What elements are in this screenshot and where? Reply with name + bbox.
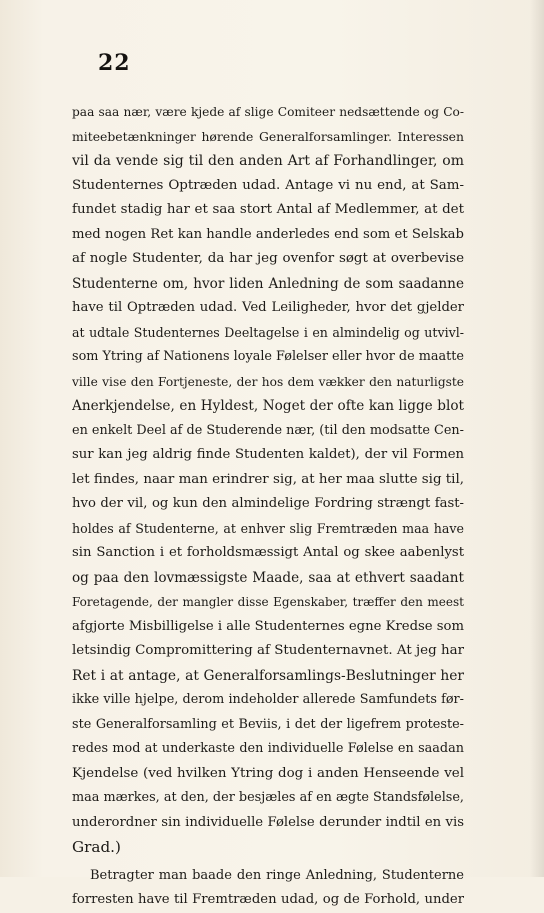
text-line: Ret i at antage, at Generalforsamlings-Beslutninger her	[72, 667, 464, 684]
text-line: Studenternes Optræden udad. Antage vi nu end, at Sam-	[72, 177, 464, 193]
text-line: Studenterne om, hvor liden Anledning de som saadanne	[72, 275, 464, 292]
text-line: vil da vende sig til den anden Art af Forhandlinger, om	[72, 153, 464, 169]
text-line: holdes af Studenterne, at enhver slig Fremtræden maa have	[72, 520, 464, 536]
text-line: ste Generalforsamling et Beviis, i det der ligefrem proteste-	[72, 716, 464, 732]
page-number: 22	[98, 50, 131, 76]
text-line: sur kan jeg aldrig finde Studenten kaldet), der vil Formen	[72, 447, 464, 462]
text-line: af nogle Studenter, da har jeg ovenfor søgt at overbevise	[72, 251, 464, 266]
text-line: redes mod at underkaste den individuelle Følelse en saadan	[72, 741, 464, 756]
text-line: paa saa nær, være kjede af slige Comiteer nedsættende og Co-	[72, 105, 464, 119]
text-line: og paa den lovmæssigste Maade, saa at ethvert saadant	[72, 569, 464, 586]
text-line: underordner sin individuelle Følelse derunder indtil en vis	[72, 814, 464, 830]
text-line: Foretagende, der mangler disse Egenskaber, træffer den meest	[72, 595, 464, 609]
text-line: med nogen Ret kan handle anderledes end som et Selskab	[72, 226, 464, 242]
text-line: ville vise den Fortjeneste, der hos dem vækker den naturligste	[72, 374, 464, 389]
text-line: letsindig Compromittering af Studenternavnet. At jeg har	[72, 643, 464, 658]
text-line: Kjendelse (ved hvilken Ytring dog i anden Henseende vel	[72, 765, 464, 781]
text-line: Grad.)	[72, 838, 121, 856]
text-line: fundet stadig har et saa stort Antal af Medlemmer, at det	[72, 202, 464, 217]
page-edge-shadow	[530, 0, 544, 877]
body-text	[72, 100, 464, 913]
text-line: Anerkjendelse, en Hyldest, Noget der ofte kan ligge blot	[72, 398, 464, 414]
text-line: maa mærkes, at den, der besjæles af en ægte Standsfølelse,	[72, 790, 464, 805]
text-line: miteebetænkninger hørende Generalforsamlinger. Interessen	[72, 128, 464, 144]
text-line: forresten have til Fremtræden udad, og de Forhold, under	[72, 892, 464, 907]
text-line: ikke ville hjelpe, derom indeholder allerede Samfundets før-	[72, 692, 464, 707]
text-line: let findes, naar man erindrer sig, at her maa slutte sig til,	[72, 471, 464, 487]
text-line: som Ytring af Nationens loyale Følelser eller hvor de maatte	[72, 349, 464, 364]
text-line: sin Sanction i et forholdsmæssigt Antal og skee aabenlyst	[72, 545, 464, 560]
text-line: at udtale Studenternes Deeltagelse i en almindelig og utvivl-	[72, 324, 464, 340]
text-line: afgjorte Misbilligelse i alle Studenternes egne Kredse som	[72, 618, 464, 634]
text-line: hvo der vil, og kun den almindelige Fordring strængt fast-	[72, 496, 464, 511]
text-line: en enkelt Deel af de Studerende nær, (til den modsatte Cen-	[72, 422, 464, 438]
text-line: Betragter man baade den ringe Anledning, Studenterne	[90, 867, 464, 883]
text-line: have til Optræden udad. Ved Leiligheder, hvor det gjelder	[72, 300, 464, 315]
